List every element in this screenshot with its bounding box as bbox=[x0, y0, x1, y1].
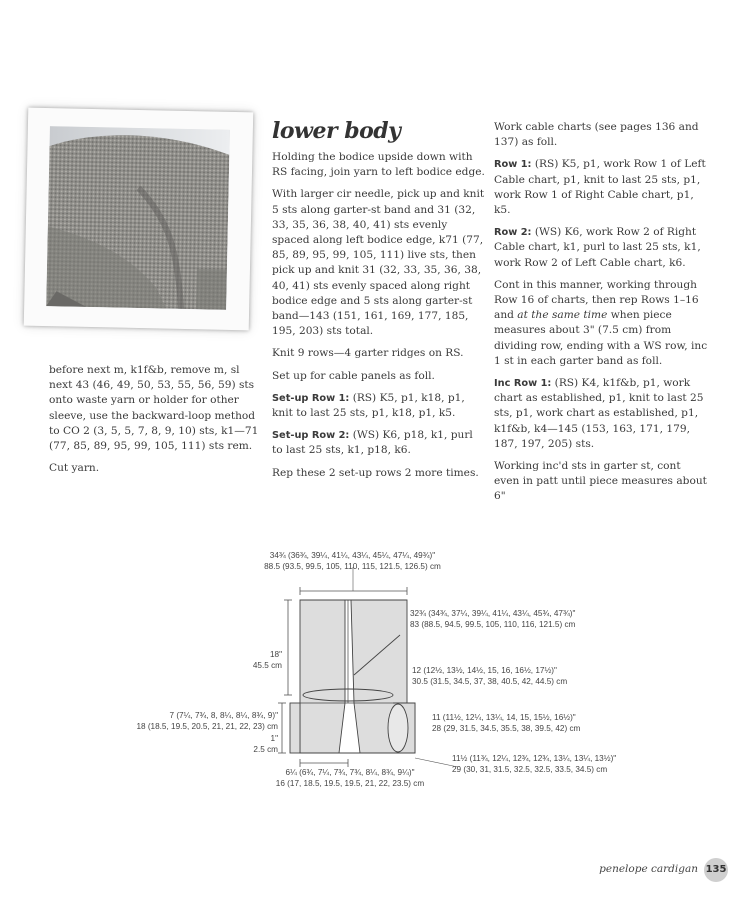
paragraph bbox=[494, 278, 709, 369]
paragraph: Cut yarn. bbox=[49, 462, 100, 475]
running-footer-title: penelope cardigan bbox=[599, 863, 698, 875]
row-label: Set-up Row 1: bbox=[272, 392, 350, 404]
band-label bbox=[130, 710, 278, 732]
row-text: (RS) K5, p1, k18, p1, knit to last 25 sts, p1, k18, p1, k5. bbox=[272, 391, 465, 420]
length-label bbox=[230, 649, 282, 671]
page-number: 135 bbox=[704, 858, 728, 882]
measure-cm: 88.5 (93.5, 99.5, 105, 110, 115, 121.5, 126.5) cm bbox=[264, 562, 441, 571]
row-label: Row 1: bbox=[494, 159, 532, 171]
italic-run: at the same time bbox=[517, 309, 608, 322]
bottom-width-label bbox=[245, 767, 455, 789]
paragraph: Working inc'd sts in garter st, cont even in patt until piece measures about 6" bbox=[494, 460, 707, 503]
left-text-column bbox=[49, 363, 261, 483]
middle-text-column bbox=[272, 118, 486, 488]
cuff-label bbox=[432, 712, 580, 734]
row-text: (WS) K6, work Row 2 of Right Cable chart, k1, purl to last 25 sts, k1, work Row 2 of Left Cable chart, k6. bbox=[494, 226, 701, 269]
measure-in: 1" bbox=[270, 734, 278, 743]
measure-in: 18" bbox=[269, 650, 282, 659]
measure-cm: 16 (17, 18.5, 19.5, 19.5, 21, 22, 23.5) cm bbox=[275, 779, 425, 788]
measure-in: 12 (12½, 13½, 14½, 15, 16, 16½, 17½)" bbox=[412, 666, 557, 675]
row-label: Row 2: bbox=[494, 227, 532, 239]
row-label: Set-up Row 2: bbox=[272, 430, 350, 442]
armhole-label bbox=[412, 665, 567, 687]
knit-sleeve-illustration bbox=[46, 126, 230, 310]
row-text: (RS) K4, k1f&b, p1, work chart as established, p1, knit to last 25 sts, p1, work chart as established, p1, k1f&b, k4—145 (153, 163, 171, 179, 187, 197, 205) sts. bbox=[494, 377, 704, 450]
paragraph: Knit 9 rows—4 garter ridges on RS. bbox=[272, 347, 464, 360]
measure-cm: 2.5 cm bbox=[253, 745, 278, 754]
measure-cm: 30.5 (31.5, 34.5, 37, 38, 40.5, 42, 44.5) cm bbox=[412, 677, 568, 686]
setup-row-2 bbox=[272, 428, 486, 458]
paragraph: before next m, k1f&b, remove m, sl next 43 (46, 49, 50, 53, 55, 56, 59) sts onto waste yarn or holder for other sleeve, use the backward-loop method to CO 2 (3, 5, 5, 7, 8, 9, 10) sts, k1—71 (77, 85, 89, 95, 99, 105, 111) sts rem. bbox=[49, 364, 259, 453]
measure-cm: 83 (88.5, 94.5, 99.5, 105, 110, 116, 121.5) cm bbox=[410, 620, 576, 629]
setup-row-1 bbox=[272, 391, 486, 421]
measure-cm: 28 (29, 31.5, 34.5, 35.5, 38, 39.5, 42) cm bbox=[432, 724, 581, 733]
text-run: Cont in this manner, working through Row 16 of charts, then rep Rows 1–16 and bbox=[494, 278, 699, 322]
measure-in: 7 (7¼, 7¾, 8, 8¼, 8¼, 8¾, 9)" bbox=[169, 711, 278, 720]
inc-row-1 bbox=[494, 376, 709, 452]
right-text-column bbox=[494, 120, 709, 512]
measure-in: 34¾ (36¾, 39¼, 41¼, 43¼, 45¼, 47¼, 49¾)" bbox=[269, 551, 436, 560]
edge-label bbox=[230, 733, 278, 755]
measure-cm: 29 (30, 31, 31.5, 32.5, 32.5, 33.5, 34.5) cm bbox=[452, 765, 608, 774]
section-heading: lower body bbox=[272, 118, 401, 144]
row-text: (WS) K6, p18, k1, purl to last 25 sts, k1, p18, k6. bbox=[272, 429, 473, 457]
measure-cm: 45.5 cm bbox=[252, 661, 282, 670]
measure-in: 11½ (11¾, 12¼, 12¾, 12¾, 13¼, 13¼, 13½)" bbox=[452, 754, 617, 763]
paragraph: Rep these 2 set-up rows 2 more times. bbox=[272, 466, 479, 479]
measure-in: 11 (11½, 12¼, 13¼, 14, 15, 15½, 16½)" bbox=[432, 713, 576, 722]
measure-cm: 18 (18.5, 19.5, 20.5, 21, 21, 22, 23) cm bbox=[136, 722, 278, 731]
cable-row-2 bbox=[494, 225, 709, 271]
cable-row-1 bbox=[494, 157, 709, 218]
row-label: Inc Row 1: bbox=[494, 378, 552, 390]
sleeve-label bbox=[452, 753, 616, 775]
paragraph: Holding the bodice upside down with RS facing, join yarn to left bodice edge. bbox=[272, 151, 485, 179]
measure-in: 32¾ (34¾, 37¼, 39¼, 41¼, 43¼, 45¾, 47¾)" bbox=[410, 609, 576, 618]
paragraph: Work cable charts (see pages 136 and 137) as foll. bbox=[494, 121, 699, 149]
diagonal-label bbox=[410, 608, 575, 630]
paragraph: Set up for cable panels as foll. bbox=[272, 369, 435, 382]
paragraph: With larger cir needle, pick up and knit 5 sts along garter-st band and 31 (32, 33, 35, 36, 38, 40, 41) sts evenly spaced along left bodice edge, k71 (77, 85, 89, 95, 99, 105, 111) live sts, then pick up and knit 31 (32, 33, 35, 36, 38, 40, 41) sts evenly spaced along right bodice edge and 5 sts along garter-st band—143 (151, 161, 169, 177, 185, 195, 203) sts total. bbox=[272, 188, 485, 338]
photo-frame bbox=[24, 108, 254, 331]
garment-schematic bbox=[136, 545, 620, 795]
top-width-label bbox=[240, 550, 465, 572]
text-run: when piece measures about 3" (7.5 cm) from dividing row, ending with a WS row, inc 1 st in each garter band as foll. bbox=[494, 309, 708, 367]
row-text: (RS) K5, p1, work Row 1 of Left Cable chart, p1, knit to last 25 sts, p1, work Row 1 of Right Cable chart, p1, k5. bbox=[494, 158, 706, 217]
measure-in: 6¼ (6¾, 7¼, 7¾, 7¾, 8¼, 8¾, 9¼)" bbox=[285, 768, 415, 777]
knit-sleeve-photo bbox=[46, 126, 230, 310]
